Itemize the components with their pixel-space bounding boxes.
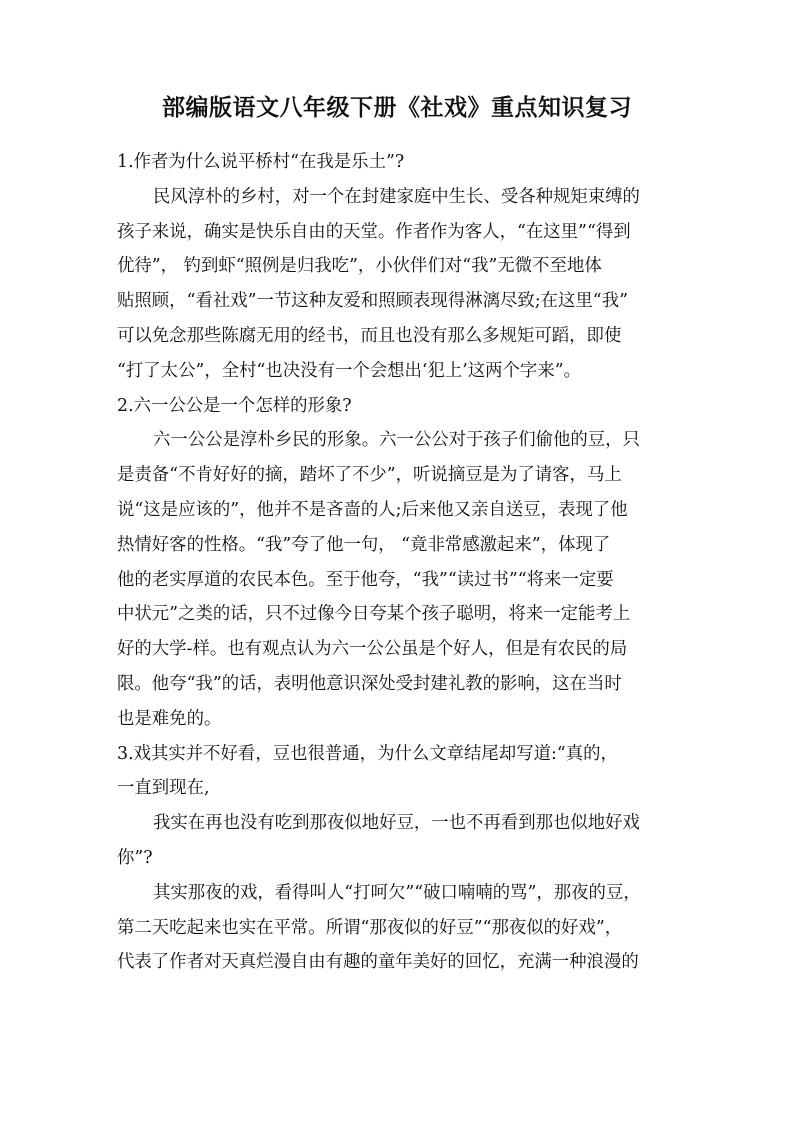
question-3-answer-line: 第二天吃起来也实在平常。所谓“那夜似的好豆”“那夜似的好戏”， bbox=[117, 917, 623, 938]
question-2-heading: 2.六一公公是一个怎样的形象? bbox=[117, 395, 352, 416]
question-2-answer-line: 好的大学-样。也有观点认为六一公公虽是个好人，但是有农民的局 bbox=[117, 639, 628, 660]
question-2-answer-line: 热情好客的性格。“我”夸了他一句， “竟非常感激起来”，体现了 bbox=[117, 534, 611, 555]
question-3-quote-line: 你”? bbox=[117, 847, 153, 868]
question-2-answer-line: 他的老实厚道的农民本色。至于他夸，“我”“读过书”“将来一定要 bbox=[117, 569, 614, 590]
question-3-heading: 一直到现在, bbox=[117, 778, 210, 799]
question-2-answer-line: 也是难免的。 bbox=[117, 708, 222, 729]
question-1-answer-line: 可以免念那些陈腐无用的经书，而且也没有那么多规矩可蹈，即使 bbox=[117, 325, 622, 346]
question-3-answer-line: 其实那夜的戏，看得叫人“打呵欠”“破口喃喃的骂”，那夜的豆， bbox=[153, 882, 641, 903]
question-3-heading: 3.戏其实并不好看，豆也很普通，为什么文章结尾却写道:“真的， bbox=[117, 743, 618, 764]
document-body bbox=[117, 145, 682, 980]
question-1-answer-line: 孩子来说，确实是快乐自由的天堂。作者作为客人，“在这里”“得到 bbox=[117, 221, 631, 242]
question-2-answer-line: 说“这是应该的”，他并不是吝啬的人;后来他又亲自送豆，表现了他 bbox=[117, 499, 628, 520]
question-1-answer-line: 贴照顾，“看社戏”一节这种友爱和照顾表现得淋漓尽致;在这里“我” bbox=[117, 291, 628, 312]
page-title: 部编版语文八年级下册《社戏》重点知识复习 bbox=[162, 95, 632, 121]
question-2-answer-line: 六一公公是淳朴乡民的形象。六一公公对于孩子们偷他的豆，只 bbox=[153, 430, 640, 451]
question-1-answer-line: 优待”， 钓到虾“照例是归我吃”，小伙伴们对“我”无微不至地体 bbox=[117, 256, 602, 277]
question-3-answer-line: 代表了作者对天真烂漫自由有趣的童年美好的回忆，充满一种浪漫的 bbox=[117, 952, 639, 973]
question-2-answer-line: 限。他夸“我”的话，表明他意识深处受封建礼教的影响，这在当时 bbox=[117, 673, 622, 694]
question-1-heading: 1.作者为什么说平桥村“在我是乐土”? bbox=[117, 152, 405, 172]
question-1-answer-line: “打了太公”，全村“也决没有一个会想出‘犯上’这两个字来”。 bbox=[117, 360, 581, 381]
question-1-answer-line: 民风淳朴的乡村，对一个在封建家庭中生长、受各种规矩束缚的 bbox=[153, 186, 640, 207]
question-2-answer-line: 中状元”之类的话，只不过像今日夸某个孩子聪明，将来一定能考上 bbox=[117, 604, 631, 625]
question-2-answer-line: 是责备“不肯好好的摘，踏坏了不少”，听说摘豆是为了请客，马上 bbox=[117, 465, 622, 486]
question-3-quote-line: 我实在再也没有吃到那夜似地好豆，一也不再看到那也似地好戏 bbox=[153, 813, 640, 834]
